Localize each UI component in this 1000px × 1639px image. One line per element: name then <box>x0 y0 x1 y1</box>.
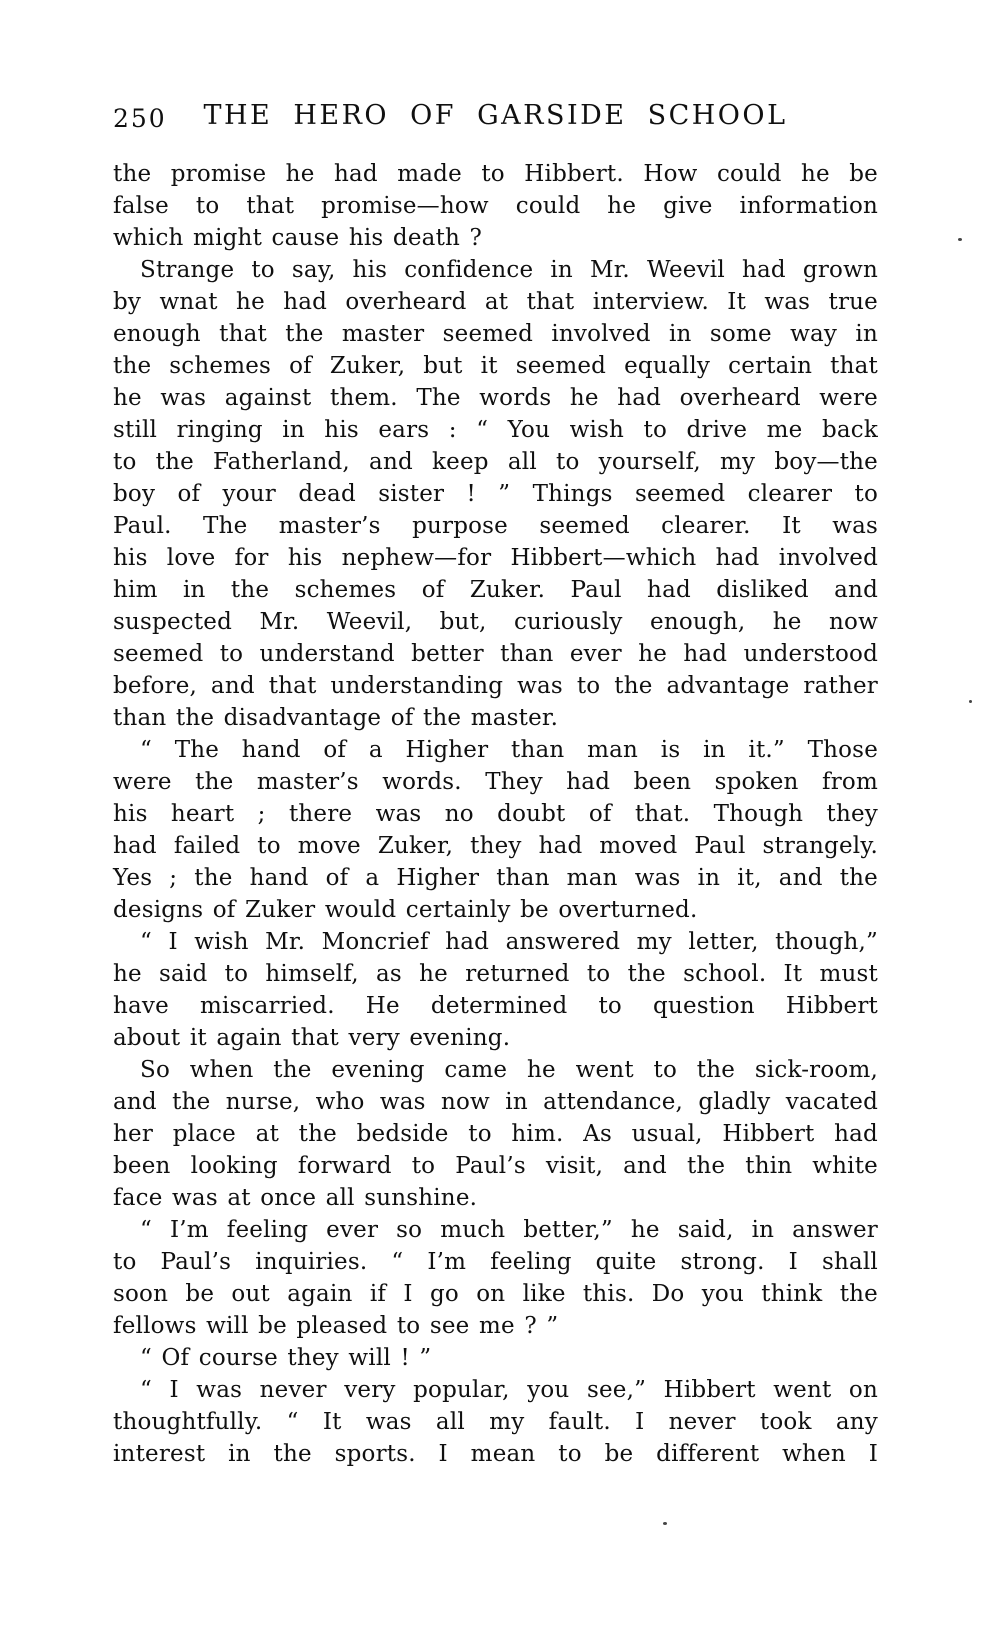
text-line: the promise he had made to Hibbert. How could he be <box>113 161 878 187</box>
text-line: suspected Mr. Weevil, but, curiously enough, he now <box>113 609 878 635</box>
scan-speck <box>663 1522 667 1525</box>
text-line: “ Of course they will ! ” <box>140 1345 432 1371</box>
text-line: fellows will be pleased to see me ? ” <box>113 1313 559 1339</box>
text-line: have miscarried. He determined to question Hibbert <box>113 993 878 1019</box>
text-line: seemed to understand better than ever he had understood <box>113 641 878 667</box>
text-line: Strange to say, his confidence in Mr. Weevil had grown <box>140 257 878 283</box>
text-line: been looking forward to Paul’s visit, and the thin white <box>113 1153 878 1179</box>
text-line: to the Fatherland, and keep all to yourself, my boy—the <box>113 449 878 475</box>
text-line: he said to himself, as he returned to the school. It must <box>113 961 878 987</box>
text-line: had failed to move Zuker, they had moved Paul strangely. <box>113 833 878 859</box>
text-line: “ I wish Mr. Moncrief had answered my letter, though,” <box>140 929 878 955</box>
text-line: about it again that very evening. <box>113 1025 511 1051</box>
text-line: “ I was never very popular, you see,” Hibbert went on <box>140 1377 878 1403</box>
text-line: face was at once all sunshine. <box>113 1185 478 1211</box>
text-line: to Paul’s inquiries. “ I’m feeling quite strong. I shall <box>113 1249 878 1275</box>
text-line: Yes ; the hand of a Higher than man was in it, and the <box>113 865 878 891</box>
text-line: by wnat he had overheard at that interview. It was true <box>113 289 878 315</box>
text-line: So when the evening came he went to the sick-room, <box>140 1057 878 1083</box>
text-line: false to that promise—how could he give information <box>113 193 878 219</box>
scan-speck <box>969 700 972 703</box>
text-line: than the disadvantage of the master. <box>113 705 559 731</box>
text-line: enough that the master seemed involved in some way in <box>113 321 878 347</box>
text-line: him in the schemes of Zuker. Paul had disliked and <box>113 577 878 603</box>
page-title: THE HERO OF GARSIDE SCHOOL <box>203 100 788 131</box>
text-line: his heart ; there was no doubt of that. Though they <box>113 801 878 827</box>
text-line: interest in the sports. I mean to be different when I <box>113 1441 878 1467</box>
text-line: and the nurse, who was now in attendance, gladly vacated <box>113 1089 878 1115</box>
text-line: soon be out again if I go on like this. Do you think the <box>113 1281 878 1307</box>
text-line: Paul. The master’s purpose seemed clearer. It was <box>113 513 878 539</box>
scan-speck <box>958 238 962 241</box>
text-line: her place at the bedside to him. As usual, Hibbert had <box>113 1121 878 1147</box>
text-line: before, and that understanding was to the advantage rather <box>113 673 878 699</box>
text-line: thoughtfully. “ It was all my fault. I never took any <box>113 1409 878 1435</box>
text-line: he was against them. The words he had overheard were <box>113 385 878 411</box>
text-line: still ringing in his ears : “ You wish to drive me back <box>113 417 878 443</box>
text-line: his love for his nephew—for Hibbert—which had involved <box>113 545 878 571</box>
text-line: “ I’m feeling ever so much better,” he said, in answer <box>140 1217 878 1243</box>
text-line: “ The hand of a Higher than man is in it.” Those <box>140 737 878 763</box>
text-block <box>113 158 878 1470</box>
text-line: the schemes of Zuker, but it seemed equally certain that <box>113 353 878 379</box>
page-number: 250 <box>113 104 167 133</box>
page-header <box>113 100 878 136</box>
text-line: which might cause his death ? <box>113 225 483 251</box>
text-line: designs of Zuker would certainly be overturned. <box>113 897 698 923</box>
text-line: were the master’s words. They had been spoken from <box>113 769 878 795</box>
text-line: boy of your dead sister ! ” Things seemed clearer to <box>113 481 878 507</box>
